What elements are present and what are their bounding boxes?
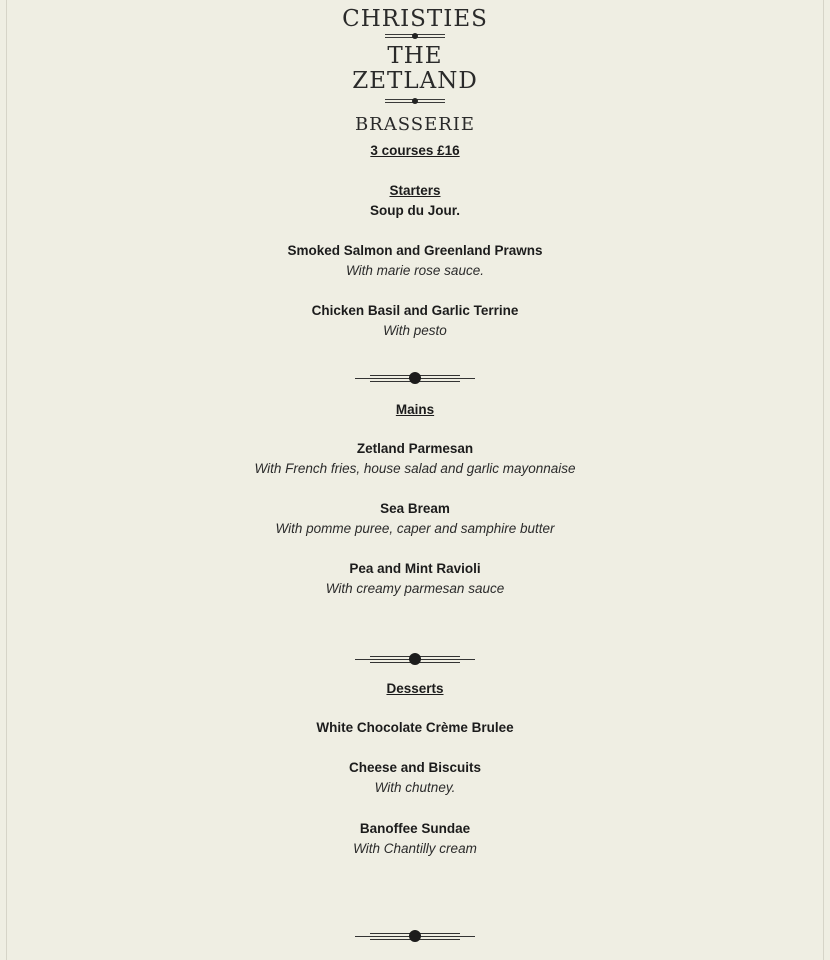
dish-name: Zetland Parmesan	[356, 441, 474, 456]
dish-name: Banoffee Sundae	[359, 821, 471, 836]
dish-name: Sea Bream	[380, 501, 450, 516]
dish-name: White Chocolate Crème Brulee	[316, 720, 514, 735]
section-divider	[355, 653, 475, 665]
dish-description: With chutney.	[374, 780, 456, 795]
section-divider	[355, 930, 475, 942]
dish-name: Smoked Salmon and Greenland Prawns	[287, 243, 543, 258]
dish-name: Cheese and Biscuits	[348, 760, 482, 775]
dish-description: With Chantilly cream	[353, 841, 477, 856]
dish-description: With pomme puree, caper and samphire butter	[275, 521, 555, 536]
section-heading-desserts: Desserts	[386, 681, 444, 696]
dish-description: With French fries, house salad and garlic mayonnaise	[254, 461, 576, 476]
logo-divider-top	[385, 33, 445, 39]
dish-description: With pesto	[383, 323, 447, 338]
section-heading-starters: Starters	[389, 183, 441, 198]
logo-line-christies: CHRISTIES	[342, 6, 488, 32]
dish-name: Soup du Jour.	[370, 203, 460, 218]
dish-description: With marie rose sauce.	[346, 263, 484, 278]
dish-name: Chicken Basil and Garlic Terrine	[311, 303, 519, 318]
logo-divider-bottom	[385, 98, 445, 104]
section-divider	[355, 372, 475, 384]
section-heading-mains: Mains	[395, 402, 435, 417]
dish-name: Pea and Mint Ravioli	[349, 561, 481, 576]
logo-line-the: THE	[387, 43, 443, 69]
logo-line-brasserie: BRASSERIE	[354, 114, 476, 135]
dish-description: With creamy parmesan sauce	[325, 581, 505, 596]
logo-line-zetland: ZETLAND	[352, 68, 478, 94]
price-banner: 3 courses £16	[370, 143, 460, 158]
